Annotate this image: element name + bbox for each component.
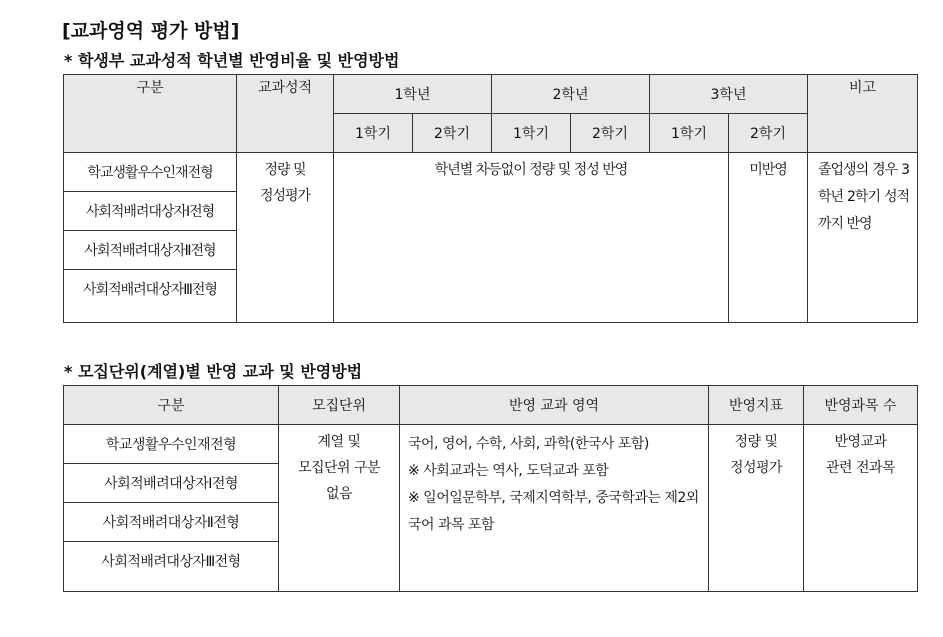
header-note: 비고: [808, 75, 918, 153]
category-cell: 사회적배려대상자Ⅱ전형: [64, 231, 237, 270]
unit-cell: 계열 및 모집단위 구분 없음: [279, 425, 400, 592]
header-category: 구분: [64, 75, 237, 153]
header-count: 반영과목 수: [804, 386, 918, 425]
category-cell: 사회적배려대상자Ⅲ전형: [64, 542, 279, 592]
unreflected-cell: 미반영: [729, 153, 808, 323]
header-grades: 교과성적: [237, 75, 334, 153]
category-cell: 사회적배려대상자Ⅲ전형: [64, 270, 237, 323]
header-year2: 2학년: [492, 75, 650, 114]
section1-heading: * 학생부 교과성적 학년별 반영비율 및 반영방법: [64, 51, 400, 70]
header-y1-sem2: 2학기: [413, 114, 492, 153]
count-cell: 반영교과 관련 전과목: [804, 425, 918, 592]
header-index: 반영지표: [709, 386, 804, 425]
note-cell: 졸업생의 경우 3학년 2학기 성적까지 반영: [808, 153, 918, 323]
section2-heading: * 모집단위(계열)별 반영 교과 및 반영방법: [64, 362, 363, 381]
category-cell: 학교생활우수인재전형: [64, 425, 279, 464]
category-cell: 사회적배려대상자Ⅰ전형: [64, 464, 279, 503]
header-subjects: 반영 교과 영역: [400, 386, 709, 425]
header-year3: 3학년: [650, 75, 808, 114]
category-cell: 사회적배려대상자Ⅰ전형: [64, 192, 237, 231]
header-category: 구분: [64, 386, 279, 425]
header-y3-sem2: 2학기: [729, 114, 808, 153]
header-year1: 1학년: [334, 75, 492, 114]
category-cell: 사회적배려대상자Ⅱ전형: [64, 503, 279, 542]
header-y3-sem1: 1학기: [650, 114, 729, 153]
category-cell: 학교생활우수인재전형: [64, 153, 237, 192]
page-title: [교과영역 평가 방법]: [62, 20, 240, 42]
grade-ratio-table: [63, 74, 918, 323]
header-y2-sem1: 1학기: [492, 114, 571, 153]
header-y2-sem2: 2학기: [571, 114, 650, 153]
subject-table: [63, 385, 918, 592]
header-y1-sem1: 1학기: [334, 114, 413, 153]
subjects-cell: 국어, 영어, 수학, 사회, 과학(한국사 포함) ※ 사회교과는 역사, 도덕교과 포함 ※ 일어일문학부, 국제지역학부, 중국학과는 제2외국어 과목 포함: [400, 425, 709, 592]
header-unit: 모집단위: [279, 386, 400, 425]
method-cell: 정량 및 정성평가: [237, 153, 334, 323]
index-cell: 정량 및 정성평가: [709, 425, 804, 592]
ratio-cell: 학년별 차등없이 정량 및 정성 반영: [334, 153, 729, 323]
